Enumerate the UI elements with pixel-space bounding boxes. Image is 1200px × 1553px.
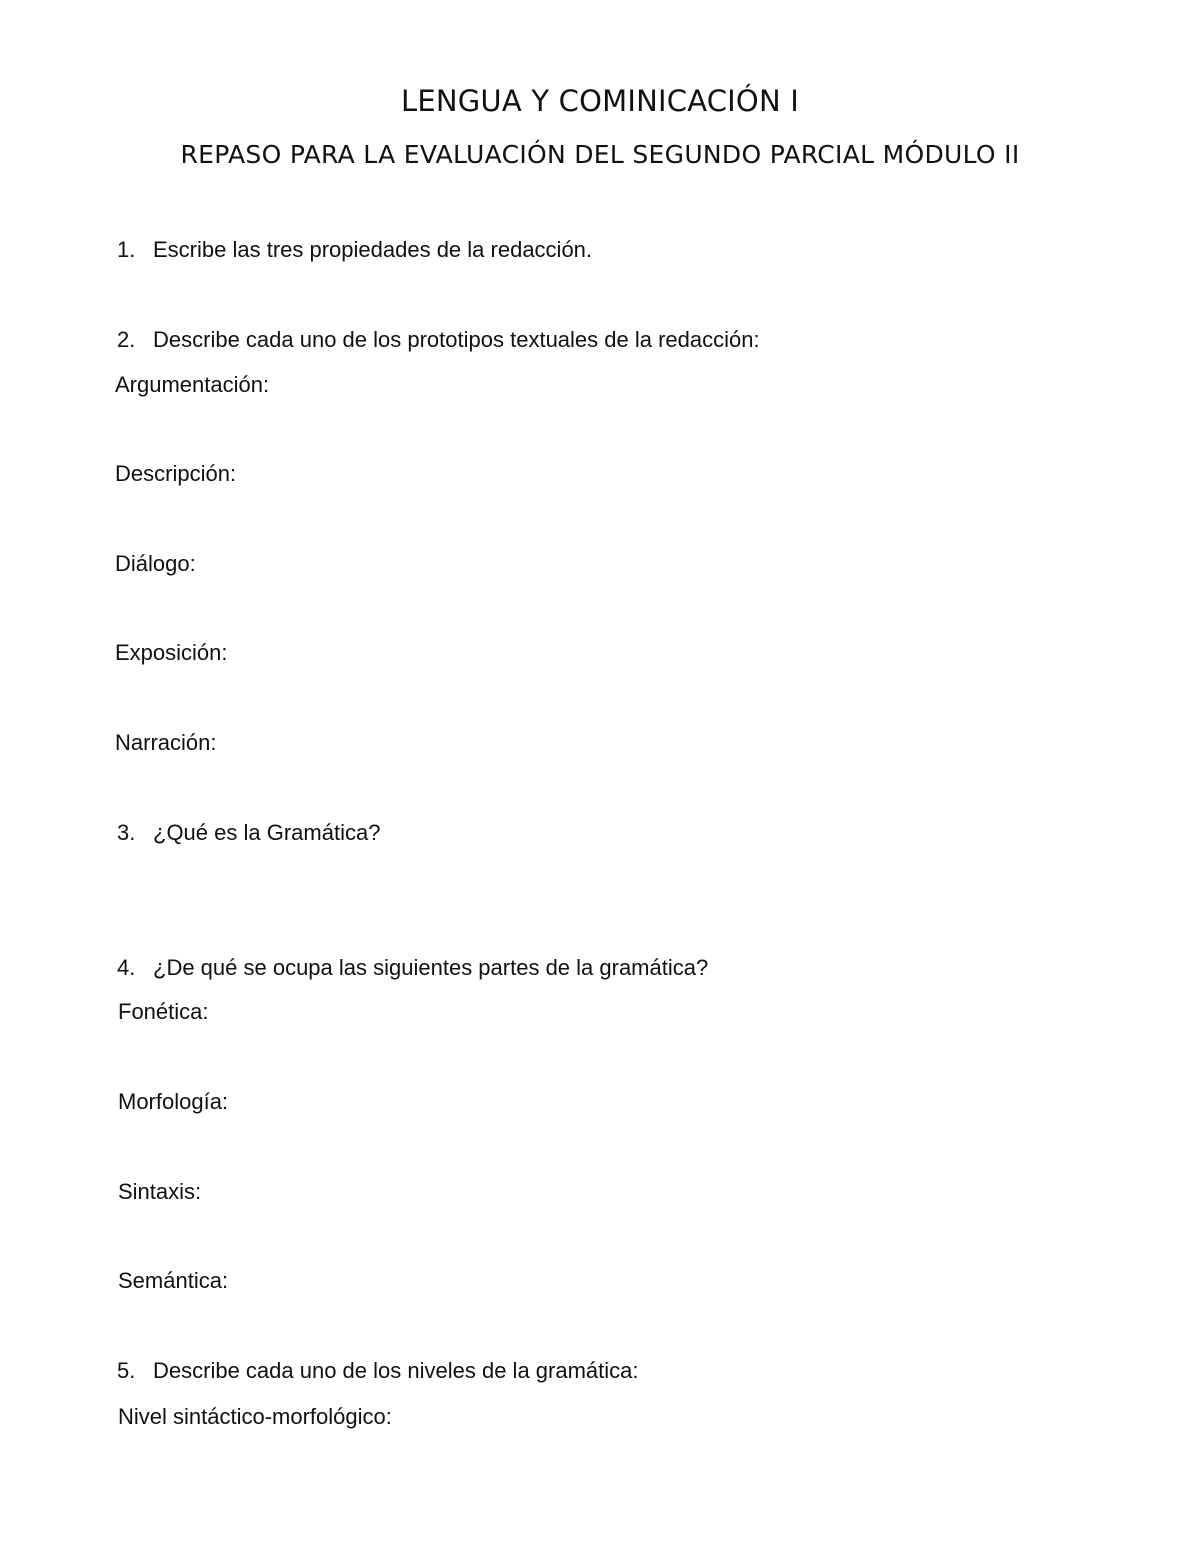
page-title: LENGUA Y COMINICACIÓN I (400, 84, 800, 118)
question-3 (117, 820, 380, 846)
question-number: 2. (117, 327, 136, 352)
question-text: Describe cada uno de los prototipos textuales de la redacción: (153, 327, 760, 352)
question-text: ¿Qué es la Gramática? (153, 820, 381, 845)
parte-fonetica: Fonética: (118, 999, 209, 1024)
prototipo-descripcion: Descripción: (115, 461, 237, 486)
question-number: 4. (117, 955, 136, 980)
question-text: ¿De qué se ocupa las siguientes partes de la gramática? (153, 955, 709, 980)
prototipo-narracion: Narración: (115, 730, 217, 755)
nivel-sintactico-morfologico: Nivel sintáctico-morfológico: (118, 1404, 392, 1429)
prototipo-argumentacion: Argumentación: (115, 372, 270, 397)
question-text: Escribe las tres propiedades de la redacción. (153, 237, 593, 262)
question-number: 1. (117, 237, 136, 262)
question-5 (117, 1358, 639, 1384)
parte-sintaxis: Sintaxis: (118, 1179, 202, 1204)
question-number: 3. (117, 820, 136, 845)
prototipo-dialogo: Diálogo: (115, 551, 196, 576)
question-4 (117, 955, 708, 981)
question-1 (117, 237, 592, 263)
parte-semantica: Semántica: (118, 1268, 229, 1293)
parte-morfologia: Morfología: (118, 1089, 229, 1114)
question-2 (117, 327, 760, 353)
question-text: Describe cada uno de los niveles de la gramática: (153, 1358, 639, 1383)
question-number: 5. (117, 1358, 136, 1383)
page-subtitle: REPASO PARA LA EVALUACIÓN DEL SEGUNDO PARCIAL MÓDULO II (180, 140, 1020, 169)
prototipo-exposicion: Exposición: (115, 640, 228, 665)
